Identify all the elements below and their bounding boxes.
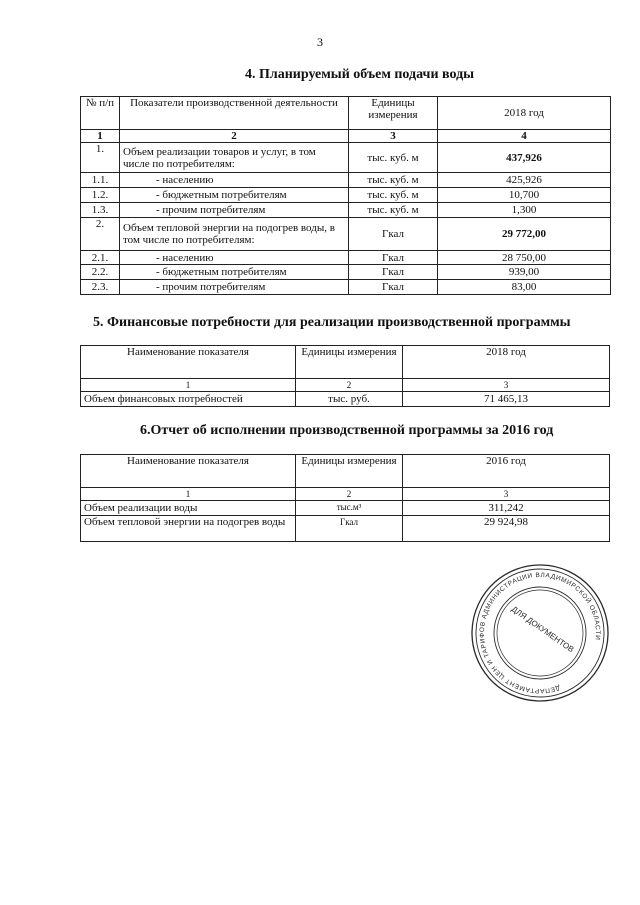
- table-row: [81, 265, 611, 280]
- row-number: 2.: [81, 218, 120, 251]
- section4-table: [80, 96, 611, 295]
- row-value: 425,926: [438, 173, 611, 188]
- seal-outer-text: ДЕПАРТАМЕНТ ЦЕН И ТАРИФОВ АДМИНИСТРАЦИИ ВЛАДИМИРСКОЙ ОБЛАСТИ: [478, 571, 602, 695]
- col-number: 4: [438, 130, 611, 143]
- row-value: 28 750,00: [438, 251, 611, 265]
- table-row: [81, 251, 611, 265]
- row-name: - населению: [120, 251, 349, 265]
- col-number: 2: [296, 379, 403, 392]
- row-unit: тыс. куб. м: [349, 188, 438, 203]
- row-value: 1,300: [438, 203, 611, 218]
- row-unit: тыс. куб. м: [349, 173, 438, 188]
- section6-title: 6.Отчет об исполнении производственной программы за 2016 год: [140, 423, 554, 438]
- row-value: 29 924,98: [403, 516, 610, 542]
- row-name: - населению: [120, 173, 349, 188]
- row-unit: Гкал: [349, 251, 438, 265]
- table-row: [81, 173, 611, 188]
- row-unit: тыс.м³: [296, 501, 403, 516]
- row-value: 311,242: [403, 501, 610, 516]
- seal-center-text: ДЛЯ ДОКУМЕНТОВ: [509, 604, 576, 655]
- col-header-indicator: Наименование показателя: [81, 455, 296, 488]
- row-unit: Гкал: [349, 218, 438, 251]
- section5-table: [80, 345, 610, 407]
- col-header-indicator: Показатели производственной деятельности: [120, 97, 349, 130]
- col-number: 2: [296, 488, 403, 501]
- row-number: 2.1.: [81, 251, 120, 265]
- section4-title: 4. Планируемый объем подачи воды: [245, 67, 475, 82]
- official-seal-stamp: [470, 563, 610, 703]
- col-header-unit: Единицы измерения: [349, 97, 438, 130]
- row-unit: Гкал: [296, 516, 403, 542]
- table-row: [81, 516, 610, 542]
- col-number: 3: [403, 379, 610, 392]
- row-value: 939,00: [438, 265, 611, 280]
- row-value: 83,00: [438, 280, 611, 295]
- row-unit: Гкал: [349, 280, 438, 295]
- row-name: - бюджетным потребителям: [120, 188, 349, 203]
- col-number: 3: [349, 130, 438, 143]
- col-number: 1: [81, 379, 296, 392]
- col-header-indicator: Наименование показателя: [81, 346, 296, 379]
- col-header-number: № п/п: [81, 97, 120, 130]
- table-row: [81, 501, 610, 516]
- row-value: 71 465,13: [403, 392, 610, 407]
- row-value: 437,926: [438, 143, 611, 173]
- row-name: Объем реализации воды: [81, 501, 296, 516]
- col-header-unit: Единицы измерения: [296, 455, 403, 488]
- row-name: - бюджетным потребителям: [120, 265, 349, 280]
- row-value: 29 772,00: [438, 218, 611, 251]
- table-row: [81, 143, 611, 173]
- page-number: 3: [317, 35, 323, 49]
- row-number: 2.2.: [81, 265, 120, 280]
- col-number: 1: [81, 130, 120, 143]
- col-header-unit: Единицы измерения: [296, 346, 403, 379]
- section6-table: [80, 454, 610, 542]
- col-number: 1: [81, 488, 296, 501]
- col-number: 3: [403, 488, 610, 501]
- col-number: 2: [120, 130, 349, 143]
- table-row: [81, 218, 611, 251]
- table-row: [81, 188, 611, 203]
- row-number: 2.3.: [81, 280, 120, 295]
- section5-title: 5. Финансовые потребности для реализации производственной программы: [93, 315, 571, 330]
- row-number: 1.3.: [81, 203, 120, 218]
- table-row: [81, 392, 610, 407]
- row-unit: Гкал: [349, 265, 438, 280]
- row-unit: тыс. куб. м: [349, 203, 438, 218]
- row-name: Объем финансовых потребностей: [81, 392, 296, 407]
- col-header-year: 2018 год: [438, 97, 611, 130]
- svg-text:ДЕПАРТАМЕНТ ЦЕН И ТАРИФОВ АДМИ: [470, 563, 610, 703]
- row-value: 10,700: [438, 188, 611, 203]
- row-name: Объем реализации товаров и услуг, в том числе по потребителям:: [120, 143, 349, 173]
- row-unit: тыс. руб.: [296, 392, 403, 407]
- row-name: - прочим потребителям: [120, 203, 349, 218]
- row-unit: тыс. куб. м: [349, 143, 438, 173]
- row-number: 1.1.: [81, 173, 120, 188]
- table-row: [81, 280, 611, 295]
- row-number: 1.2.: [81, 188, 120, 203]
- row-name: - прочим потребителям: [120, 280, 349, 295]
- row-name: Объем тепловой энергии на подогрев воды: [81, 516, 296, 542]
- row-number: 1.: [81, 143, 120, 173]
- row-name: Объем тепловой энергии на подогрев воды, в том числе по потребителям:: [120, 218, 349, 251]
- col-header-year: 2018 год: [403, 346, 610, 379]
- col-header-year: 2016 год: [403, 455, 610, 488]
- table-row: [81, 203, 611, 218]
